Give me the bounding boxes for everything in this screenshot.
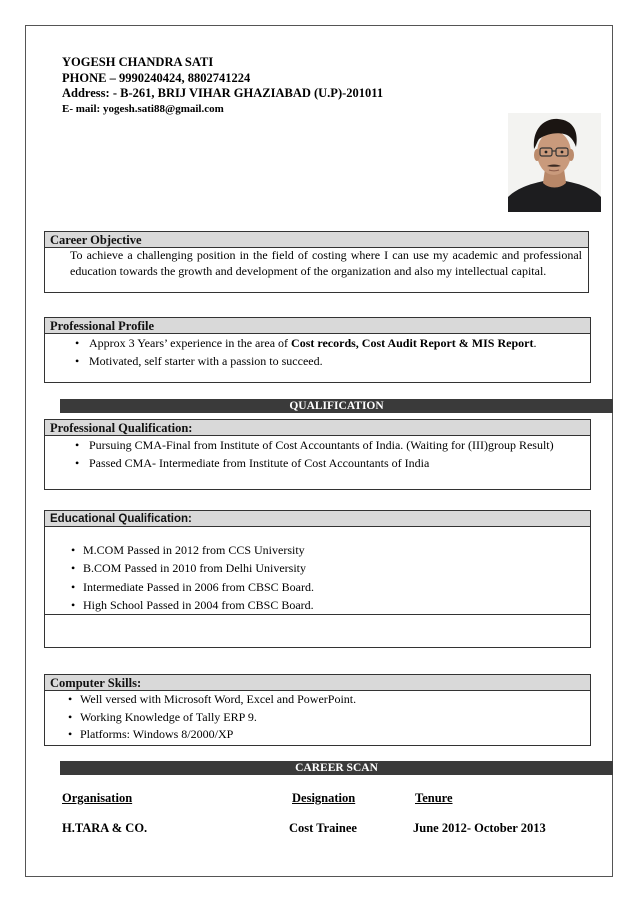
candidate-name: YOGESH CHANDRA SATI (62, 55, 214, 69)
educational-qualification-list (45, 527, 590, 614)
computer-skills-section (44, 674, 591, 746)
career-objective-section (44, 231, 589, 293)
list-item: • Pursuing CMA-Final from Institute of Cost Accountants of India. (Waiting for (III)group Result) (70, 437, 564, 455)
column-header-organisation: Organisation (62, 791, 133, 805)
professional-profile-list (45, 334, 590, 370)
list-item: • Intermediate Passed in 2006 from CBSC Board. (71, 578, 586, 596)
professional-profile-title: Professional Profile (45, 318, 590, 334)
career-objective-text: To achieve a challenging position in the field of costing where I can use my academic and professional education towards the growth and development of the organization and also my intellectual capital. (70, 248, 582, 278)
professional-qualification-title: Professional Qualification: (45, 420, 590, 436)
computer-skills-list (45, 691, 590, 744)
profile-item-suffix: . (533, 336, 537, 350)
profile-item-text: Approx 3 Years’ experience in the area of (89, 336, 292, 350)
list-item: • Well versed with Microsoft Word, Excel and PowerPoint. (68, 691, 586, 709)
address-line: Address: - B-261, BRIJ VIHAR GHAZIABAD (U.P)-201011 (62, 86, 384, 100)
cell-organisation: H.TARA & CO. (62, 821, 148, 835)
career-scan-band: CAREER SCAN (60, 761, 613, 775)
list-item: • Working Knowledge of Tally ERP 9. (68, 709, 586, 727)
professional-qualification-list (45, 436, 590, 472)
list-item: • B.COM Passed in 2010 from Delhi University (71, 559, 586, 577)
list-item: • Motivated, self starter with a passion to succeed. (70, 353, 586, 371)
career-objective-title: Career Objective (45, 232, 588, 248)
professional-qualification-section (44, 419, 591, 490)
column-header-designation: Designation (292, 791, 356, 805)
divider (45, 614, 590, 615)
column-header-tenure: Tenure (415, 791, 453, 805)
email-line: E- mail: yogesh.sati88@gmail.com (62, 102, 224, 115)
list-item: • Passed CMA- Intermediate from Institute of Cost Accountants of India (70, 455, 564, 473)
professional-profile-section (44, 317, 591, 383)
list-item: • High School Passed in 2004 from CBSC Board. (71, 596, 586, 614)
list-item (70, 335, 586, 353)
profile-item-highlight: Cost records, Cost Audit Report & MIS Report (291, 336, 534, 350)
list-item: • Platforms: Windows 8/2000/XP (68, 726, 586, 744)
educational-qualification-title: Educational Qualification: (45, 511, 590, 527)
educational-qualification-section (44, 510, 591, 648)
resume-header (62, 55, 383, 117)
computer-skills-title: Computer Skills: (45, 675, 590, 691)
list-item: • M.COM Passed in 2012 from CCS University (71, 541, 586, 559)
phone-line: PHONE – 9990240424, 8802741224 (62, 70, 251, 85)
cell-designation: Cost Trainee (289, 821, 357, 835)
profile-photo (508, 113, 601, 212)
qualification-band: QUALIFICATION (60, 399, 613, 413)
cell-tenure: June 2012- October 2013 (413, 821, 546, 835)
